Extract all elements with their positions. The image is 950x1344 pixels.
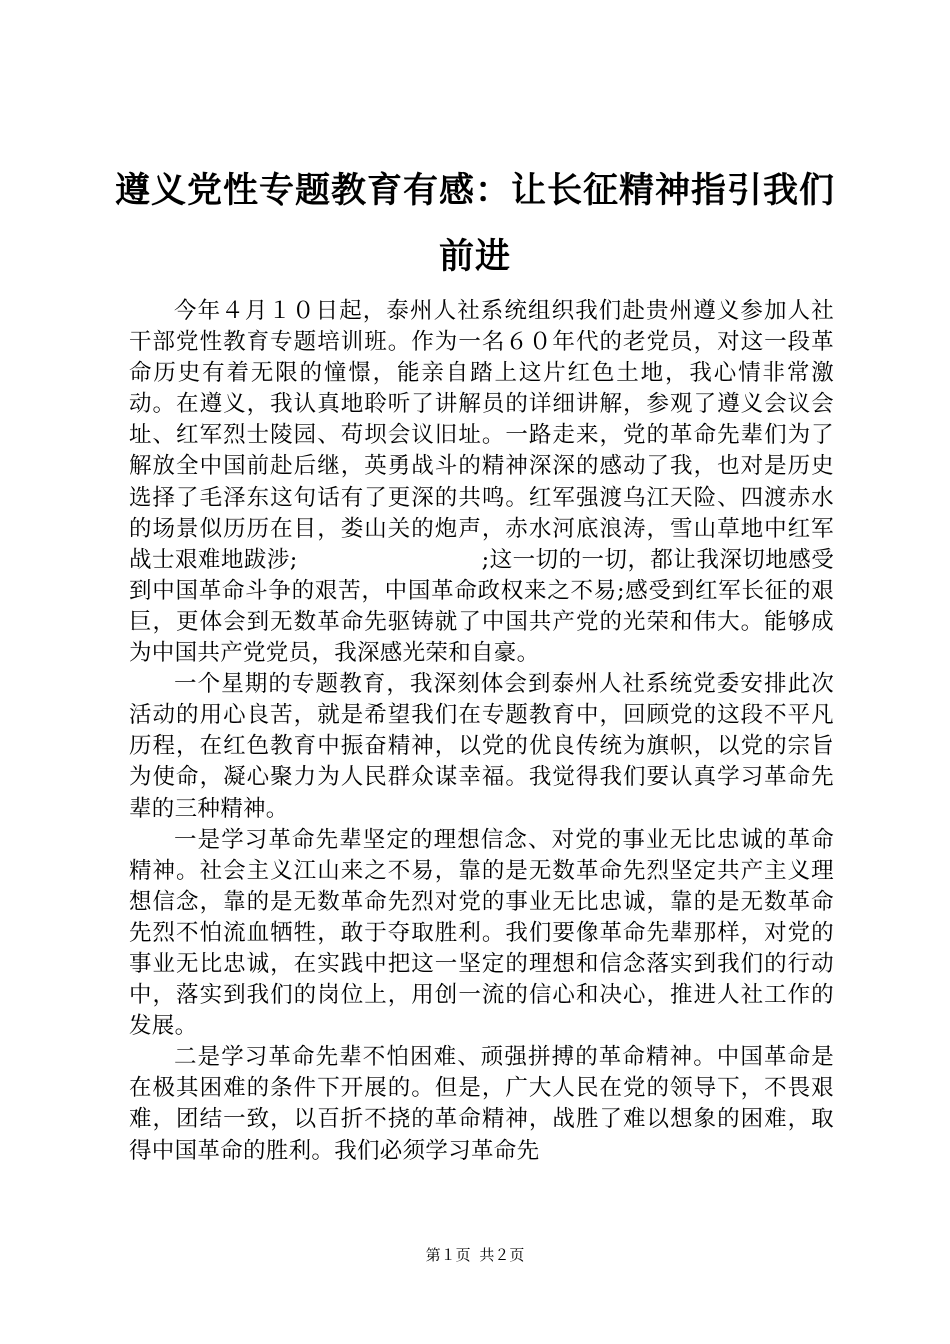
page-footer xyxy=(0,1245,950,1265)
document-title: 遵义党性专题教育有感：让长征精神指引我们前进 xyxy=(114,171,835,277)
paragraph: 二是学习革命先辈不怕困难、顽强拼搏的革命精神。中国革命是在极其困难的条件下开展的。但是，广大人民在党的领导下，不畏艰难，团结一致，以百折不挠的革命精神，战胜了难以想象的困难，取得中国革命的胜利。我们必须学习革命先 xyxy=(129,1044,834,1164)
document-body xyxy=(129,296,834,1167)
paragraph: 一个星期的专题教育，我深刻体会到泰州人社系统党委安排此次活动的用心良苦，就是希望我们在专题教育中，回顾党的这段不平凡历程，在红色教育中振奋精神，以党的优良传统为旗帜，以党的宗旨为使命，凝心聚力为人民群众谋幸福。我觉得我们要认真学习革命先辈的三种精神。 xyxy=(129,671,834,822)
paragraph: 一是学习革命先辈坚定的理想信念、对党的事业无比忠诚的革命精神。社会主义江山来之不易，靠的是无数革命先烈坚定共产主义理想信念，靠的是无数革命先烈对党的事业无比忠诚，靠的是无数革命先烈不怕流血牺牲，敢于夺取胜利。我们要像革命先辈那样，对党的事业无比忠诚，在实践中把这一坚定的理想和信念落实到我们的行动中，落实到我们的岗位上，用创一流的信心和决心，推进人社工作的发展。 xyxy=(129,826,834,1040)
page-number: 第１页 xyxy=(425,1246,471,1264)
page-total: 共２页 xyxy=(479,1246,525,1264)
paragraph: 今年４月１０日起，泰州人社系统组织我们赴贵州遵义参加人社干部党性教育专题培训班。作为一名６０年代的老党员，对这一段革命历史有着无限的憧憬，能亲自踏上这片红色土地，我心情非常激动。在遵义，我认真地聆听了讲解员的详细讲解，参观了遵义会议会址、红军烈士陵园、苟坝会议旧址。一路走来，党的革命先辈们为了解放全中国前赴后继，英勇战斗的精神深深的感动了我，也对是历史选择了毛泽东这句话有了更深的共鸣。红军强渡乌江天险、四渡赤水的场景似历历在目，娄山关的炮声，赤水河底浪涛，雪山草地中红军战士艰难地跋涉; ;这一切的一切，都让我深切地感受到中国革命斗争的艰苦，中国革命政权来之不易;感受到红军长征的艰巨，更体会到无数革命先驱铸就了中国共产党的光荣和伟大。能够成为中国共产党党员，我深感光荣和自豪。 xyxy=(129,298,834,667)
